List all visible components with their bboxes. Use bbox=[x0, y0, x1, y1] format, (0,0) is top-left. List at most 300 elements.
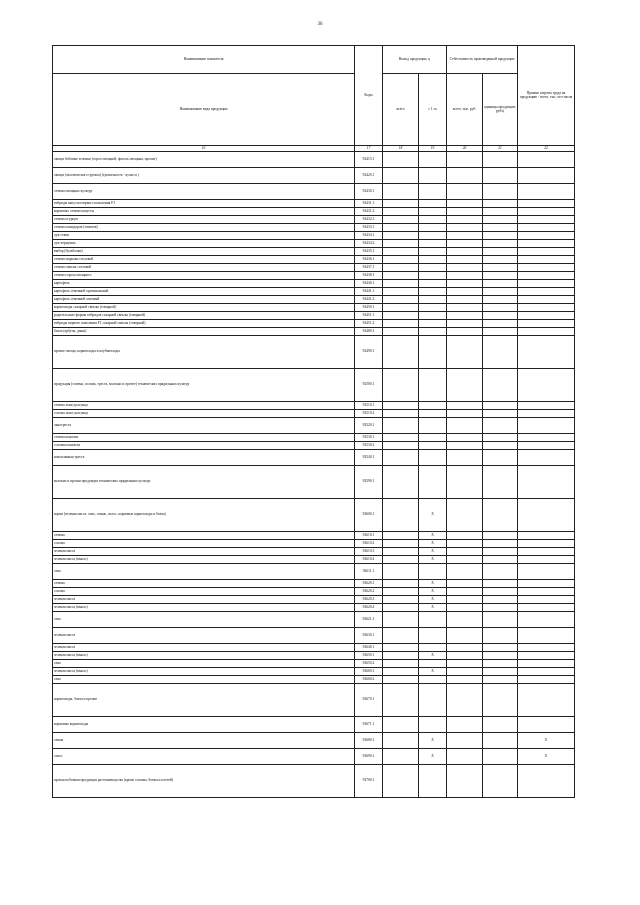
output-total-cell[interactable] bbox=[383, 644, 419, 652]
output-per-ha-cell[interactable]: X bbox=[419, 733, 447, 749]
cost-total-cell[interactable] bbox=[447, 450, 483, 466]
labor-cost-cell[interactable] bbox=[518, 410, 575, 418]
labor-cost-cell[interactable] bbox=[518, 668, 575, 676]
unit-cost-cell[interactable] bbox=[483, 604, 518, 612]
output-per-ha-cell[interactable] bbox=[419, 280, 447, 288]
output-total-cell[interactable] bbox=[383, 434, 419, 442]
output-total-cell[interactable] bbox=[383, 540, 419, 548]
cost-total-cell[interactable] bbox=[447, 264, 483, 272]
unit-cost-cell[interactable] bbox=[483, 208, 518, 216]
code-cell: 92435.1 bbox=[355, 248, 383, 256]
cost-total-cell[interactable] bbox=[447, 328, 483, 336]
output-total-cell[interactable] bbox=[383, 256, 419, 264]
labor-cost-cell[interactable] bbox=[518, 450, 575, 466]
cost-total-cell[interactable] bbox=[447, 765, 483, 798]
product-name-cell: силос bbox=[53, 749, 355, 765]
cost-total-cell[interactable] bbox=[447, 499, 483, 532]
cost-total-cell[interactable] bbox=[447, 280, 483, 288]
cost-total-cell[interactable] bbox=[447, 548, 483, 556]
output-total-cell[interactable] bbox=[383, 264, 419, 272]
labor-cost-cell[interactable] bbox=[518, 717, 575, 733]
cost-total-cell[interactable] bbox=[447, 232, 483, 240]
labor-cost-cell[interactable] bbox=[518, 442, 575, 450]
labor-cost-cell[interactable] bbox=[518, 320, 575, 328]
unit-cost-cell[interactable] bbox=[483, 628, 518, 644]
output-per-ha-cell[interactable] bbox=[419, 224, 447, 232]
output-total-cell[interactable] bbox=[383, 588, 419, 596]
labor-cost-cell[interactable] bbox=[518, 288, 575, 296]
table-row bbox=[53, 765, 575, 798]
labor-cost-cell[interactable] bbox=[518, 296, 575, 304]
cost-total-cell[interactable] bbox=[447, 580, 483, 588]
output-per-ha-cell[interactable]: X bbox=[419, 749, 447, 765]
cost-total-cell[interactable] bbox=[447, 668, 483, 676]
unit-cost-cell[interactable] bbox=[483, 232, 518, 240]
unit-cost-cell[interactable] bbox=[483, 168, 518, 184]
column-number: 17 bbox=[355, 146, 383, 152]
output-total-cell[interactable] bbox=[383, 288, 419, 296]
output-total-cell[interactable] bbox=[383, 668, 419, 676]
output-per-ha-cell[interactable] bbox=[419, 304, 447, 312]
unit-cost-cell[interactable] bbox=[483, 264, 518, 272]
cost-total-cell[interactable] bbox=[447, 184, 483, 200]
cost-total-cell[interactable] bbox=[447, 216, 483, 224]
unit-cost-cell[interactable] bbox=[483, 499, 518, 532]
product-name-cell: сено bbox=[53, 676, 355, 684]
output-per-ha-cell[interactable] bbox=[419, 418, 447, 434]
output-per-ha-cell[interactable] bbox=[419, 256, 447, 264]
unit-cost-cell[interactable] bbox=[483, 564, 518, 580]
output-total-cell[interactable] bbox=[383, 684, 419, 717]
output-per-ha-cell[interactable] bbox=[419, 410, 447, 418]
product-name-cell: зеленая масса bbox=[53, 628, 355, 644]
output-total-cell[interactable] bbox=[383, 312, 419, 320]
table-row bbox=[53, 288, 575, 296]
unit-cost-cell[interactable] bbox=[483, 304, 518, 312]
output-total-cell[interactable] bbox=[383, 466, 419, 499]
labor-cost-cell[interactable] bbox=[518, 540, 575, 548]
cost-total-cell[interactable] bbox=[447, 644, 483, 652]
cost-total-cell[interactable] bbox=[447, 652, 483, 660]
output-per-ha-cell[interactable] bbox=[419, 466, 447, 499]
table-row bbox=[53, 749, 575, 765]
product-name-cell: кормовых семена капусты bbox=[53, 208, 355, 216]
output-per-ha-cell[interactable] bbox=[419, 312, 447, 320]
code-cell: 92610.4 bbox=[355, 556, 383, 564]
unit-cost-cell[interactable] bbox=[483, 733, 518, 749]
output-per-ha-cell[interactable] bbox=[419, 717, 447, 733]
output-total-cell[interactable] bbox=[383, 596, 419, 604]
output-per-ha-cell[interactable] bbox=[419, 184, 447, 200]
labor-cost-cell[interactable] bbox=[518, 556, 575, 564]
output-per-ha-cell[interactable] bbox=[419, 676, 447, 684]
labor-cost-cell[interactable] bbox=[518, 660, 575, 668]
unit-cost-cell[interactable] bbox=[483, 668, 518, 676]
product-name-cell: семена конопли bbox=[53, 434, 355, 442]
table-row bbox=[53, 240, 575, 248]
labor-cost-cell[interactable] bbox=[518, 604, 575, 612]
output-total-cell[interactable] bbox=[383, 499, 419, 532]
output-per-ha-cell[interactable] bbox=[419, 336, 447, 369]
cost-total-cell[interactable] bbox=[447, 676, 483, 684]
unit-cost-cell[interactable] bbox=[483, 588, 518, 596]
output-per-ha-cell[interactable]: X bbox=[419, 499, 447, 532]
unit-cost-cell[interactable] bbox=[483, 596, 518, 604]
labor-cost-cell[interactable] bbox=[518, 328, 575, 336]
unit-cost-cell[interactable] bbox=[483, 676, 518, 684]
table-row bbox=[53, 264, 575, 272]
output-total-cell[interactable] bbox=[383, 248, 419, 256]
table-row bbox=[53, 418, 575, 434]
unit-cost-cell[interactable] bbox=[483, 312, 518, 320]
output-per-ha-cell[interactable]: X bbox=[419, 652, 447, 660]
output-total-cell[interactable] bbox=[383, 320, 419, 328]
output-total-cell[interactable] bbox=[383, 652, 419, 660]
output-per-ha-cell[interactable] bbox=[419, 628, 447, 644]
output-per-ha-cell[interactable] bbox=[419, 232, 447, 240]
output-per-ha-cell[interactable] bbox=[419, 402, 447, 410]
output-per-ha-cell[interactable]: X bbox=[419, 604, 447, 612]
output-per-ha-cell[interactable] bbox=[419, 240, 447, 248]
cost-total-cell[interactable] bbox=[447, 256, 483, 264]
output-per-ha-cell[interactable] bbox=[419, 564, 447, 580]
output-total-cell[interactable] bbox=[383, 240, 419, 248]
labor-cost-cell[interactable] bbox=[518, 369, 575, 402]
cost-total-cell[interactable] bbox=[447, 540, 483, 548]
unit-cost-cell[interactable] bbox=[483, 652, 518, 660]
unit-cost-cell[interactable] bbox=[483, 644, 518, 652]
output-total-cell[interactable] bbox=[383, 184, 419, 200]
cost-total-cell[interactable] bbox=[447, 168, 483, 184]
output-total-cell[interactable] bbox=[383, 200, 419, 208]
unit-cost-cell[interactable] bbox=[483, 369, 518, 402]
cost-total-cell[interactable] bbox=[447, 717, 483, 733]
code-cell: 92611.1 bbox=[355, 564, 383, 580]
cost-total-cell[interactable] bbox=[447, 402, 483, 410]
output-per-ha-cell[interactable] bbox=[419, 612, 447, 628]
table-row bbox=[53, 280, 575, 288]
unit-cost-cell[interactable] bbox=[483, 418, 518, 434]
labor-cost-cell[interactable] bbox=[518, 652, 575, 660]
output-per-ha-cell[interactable] bbox=[419, 168, 447, 184]
cost-total-cell[interactable] bbox=[447, 604, 483, 612]
labor-cost-cell[interactable] bbox=[518, 272, 575, 280]
unit-cost-cell[interactable] bbox=[483, 200, 518, 208]
cost-total-cell[interactable] bbox=[447, 532, 483, 540]
labor-cost-cell[interactable] bbox=[518, 466, 575, 499]
unit-cost-cell[interactable] bbox=[483, 434, 518, 442]
cost-total-cell[interactable] bbox=[447, 304, 483, 312]
output-per-ha-cell[interactable]: X bbox=[419, 588, 447, 596]
output-per-ha-cell[interactable] bbox=[419, 152, 447, 168]
header-indicator-title: Наименование показателя bbox=[53, 46, 355, 74]
output-per-ha-cell[interactable] bbox=[419, 765, 447, 798]
labor-cost-cell[interactable] bbox=[518, 240, 575, 248]
output-total-cell[interactable] bbox=[383, 532, 419, 540]
output-total-cell[interactable] bbox=[383, 556, 419, 564]
unit-cost-cell[interactable] bbox=[483, 336, 518, 369]
labor-cost-cell[interactable] bbox=[518, 676, 575, 684]
labor-cost-cell[interactable] bbox=[518, 280, 575, 288]
output-per-ha-cell[interactable] bbox=[419, 288, 447, 296]
output-per-ha-cell[interactable]: X bbox=[419, 532, 447, 540]
output-total-cell[interactable] bbox=[383, 628, 419, 644]
output-total-cell[interactable] bbox=[383, 168, 419, 184]
cost-total-cell[interactable] bbox=[447, 369, 483, 402]
cost-total-cell[interactable] bbox=[447, 564, 483, 580]
cost-total-cell[interactable] bbox=[447, 588, 483, 596]
output-total-cell[interactable] bbox=[383, 442, 419, 450]
labor-cost-cell[interactable] bbox=[518, 208, 575, 216]
unit-cost-cell[interactable] bbox=[483, 684, 518, 717]
labor-cost-cell[interactable] bbox=[518, 336, 575, 369]
output-per-ha-cell[interactable] bbox=[419, 264, 447, 272]
labor-cost-cell[interactable]: X bbox=[518, 733, 575, 749]
cost-total-cell[interactable] bbox=[447, 208, 483, 216]
product-name-cell: семена моркови столовой bbox=[53, 256, 355, 264]
output-total-cell[interactable] bbox=[383, 336, 419, 369]
output-per-ha-cell[interactable] bbox=[419, 450, 447, 466]
unit-cost-cell[interactable] bbox=[483, 580, 518, 588]
table-row bbox=[53, 224, 575, 232]
labor-cost-cell[interactable] bbox=[518, 216, 575, 224]
code-cell: 92671.1 bbox=[355, 717, 383, 733]
code-cell: 92433.1 bbox=[355, 224, 383, 232]
output-total-cell[interactable] bbox=[383, 733, 419, 749]
product-name-cell: зеленая масса (выпас) bbox=[53, 556, 355, 564]
output-total-cell[interactable] bbox=[383, 418, 419, 434]
unit-cost-cell[interactable] bbox=[483, 152, 518, 168]
unit-cost-cell[interactable] bbox=[483, 216, 518, 224]
unit-cost-cell[interactable] bbox=[483, 410, 518, 418]
labor-cost-cell[interactable] bbox=[518, 596, 575, 604]
output-per-ha-cell[interactable] bbox=[419, 328, 447, 336]
unit-cost-cell[interactable] bbox=[483, 556, 518, 564]
cost-total-cell[interactable] bbox=[447, 749, 483, 765]
code-cell: 92436.1 bbox=[355, 256, 383, 264]
unit-cost-cell[interactable] bbox=[483, 717, 518, 733]
cost-total-cell[interactable] bbox=[447, 272, 483, 280]
product-name-cell: солома льна-долгунца bbox=[53, 410, 355, 418]
unit-cost-cell[interactable] bbox=[483, 442, 518, 450]
unit-cost-cell[interactable] bbox=[483, 224, 518, 232]
unit-cost-cell[interactable] bbox=[483, 240, 518, 248]
unit-cost-cell[interactable] bbox=[483, 320, 518, 328]
header-codes: Коды bbox=[355, 46, 383, 146]
output-per-ha-cell[interactable]: X bbox=[419, 596, 447, 604]
output-per-ha-cell[interactable]: X bbox=[419, 556, 447, 564]
output-per-ha-cell[interactable] bbox=[419, 272, 447, 280]
cost-total-cell[interactable] bbox=[447, 200, 483, 208]
output-per-ha-cell[interactable] bbox=[419, 296, 447, 304]
column-number: 21 bbox=[483, 146, 518, 152]
cost-total-cell[interactable] bbox=[447, 320, 483, 328]
output-total-cell[interactable] bbox=[383, 717, 419, 733]
output-per-ha-cell[interactable] bbox=[419, 216, 447, 224]
output-total-cell[interactable] bbox=[383, 224, 419, 232]
unit-cost-cell[interactable] bbox=[483, 540, 518, 548]
cost-total-cell[interactable] bbox=[447, 556, 483, 564]
cost-total-cell[interactable] bbox=[447, 336, 483, 369]
unit-cost-cell[interactable] bbox=[483, 450, 518, 466]
output-per-ha-cell[interactable]: X bbox=[419, 668, 447, 676]
cost-total-cell[interactable] bbox=[447, 660, 483, 668]
labor-cost-cell[interactable] bbox=[518, 152, 575, 168]
product-name-cell: выбор (бульбочки) bbox=[53, 248, 355, 256]
code-cell: 92451.1 bbox=[355, 312, 383, 320]
cost-total-cell[interactable] bbox=[447, 248, 483, 256]
labor-cost-cell[interactable] bbox=[518, 402, 575, 410]
labor-cost-cell[interactable] bbox=[518, 232, 575, 240]
cost-total-cell[interactable] bbox=[447, 410, 483, 418]
labor-cost-cell[interactable] bbox=[518, 588, 575, 596]
unit-cost-cell[interactable] bbox=[483, 749, 518, 765]
cost-total-cell[interactable] bbox=[447, 442, 483, 450]
output-per-ha-cell[interactable] bbox=[419, 684, 447, 717]
labor-cost-cell[interactable] bbox=[518, 612, 575, 628]
code-cell: 92490.1 bbox=[355, 336, 383, 369]
labor-cost-cell[interactable] bbox=[518, 256, 575, 264]
cost-total-cell[interactable] bbox=[447, 288, 483, 296]
cost-total-cell[interactable] bbox=[447, 434, 483, 442]
cost-total-cell[interactable] bbox=[447, 612, 483, 628]
output-per-ha-cell[interactable]: X bbox=[419, 548, 447, 556]
output-total-cell[interactable] bbox=[383, 216, 419, 224]
labor-cost-cell[interactable] bbox=[518, 312, 575, 320]
output-total-cell[interactable] bbox=[383, 369, 419, 402]
unit-cost-cell[interactable] bbox=[483, 256, 518, 264]
output-total-cell[interactable] bbox=[383, 580, 419, 588]
labor-cost-cell[interactable] bbox=[518, 644, 575, 652]
output-total-cell[interactable] bbox=[383, 660, 419, 668]
output-per-ha-cell[interactable] bbox=[419, 660, 447, 668]
code-cell: 92434.1 bbox=[355, 232, 383, 240]
product-name-cell: коноплянная треста bbox=[53, 450, 355, 466]
labor-cost-cell[interactable] bbox=[518, 434, 575, 442]
product-name-cell: продукция (семена, солома, треста, волокно и прочее) технических прядильных культур bbox=[53, 369, 355, 402]
output-per-ha-cell[interactable]: X bbox=[419, 580, 447, 588]
labor-cost-cell[interactable] bbox=[518, 418, 575, 434]
output-per-ha-cell[interactable] bbox=[419, 434, 447, 442]
table-row bbox=[53, 628, 575, 644]
output-total-cell[interactable] bbox=[383, 328, 419, 336]
unit-cost-cell[interactable] bbox=[483, 402, 518, 410]
unit-cost-cell[interactable] bbox=[483, 248, 518, 256]
labor-cost-cell[interactable] bbox=[518, 548, 575, 556]
cost-total-cell[interactable] bbox=[447, 684, 483, 717]
product-name-cell: картофель bbox=[53, 280, 355, 288]
unit-cost-cell[interactable] bbox=[483, 532, 518, 540]
product-name-cell: гибриды капусты первого поколения F1 bbox=[53, 200, 355, 208]
output-total-cell[interactable] bbox=[383, 612, 419, 628]
table-row bbox=[53, 232, 575, 240]
output-per-ha-cell[interactable] bbox=[419, 208, 447, 216]
labor-cost-cell[interactable] bbox=[518, 499, 575, 532]
output-total-cell[interactable] bbox=[383, 208, 419, 216]
output-total-cell[interactable] bbox=[383, 232, 419, 240]
unit-cost-cell[interactable] bbox=[483, 466, 518, 499]
output-total-cell[interactable] bbox=[383, 304, 419, 312]
labor-cost-cell[interactable]: X bbox=[518, 749, 575, 765]
labor-cost-cell[interactable] bbox=[518, 168, 575, 184]
output-per-ha-cell[interactable]: X bbox=[419, 540, 447, 548]
unit-cost-cell[interactable] bbox=[483, 765, 518, 798]
cost-total-cell[interactable] bbox=[447, 418, 483, 434]
header-product-type: Наименование вида продукции bbox=[53, 74, 355, 146]
output-total-cell[interactable] bbox=[383, 604, 419, 612]
output-total-cell[interactable] bbox=[383, 280, 419, 288]
cost-total-cell[interactable] bbox=[447, 466, 483, 499]
unit-cost-cell[interactable] bbox=[483, 280, 518, 288]
output-per-ha-cell[interactable] bbox=[419, 320, 447, 328]
labor-cost-cell[interactable] bbox=[518, 564, 575, 580]
table-row bbox=[53, 320, 575, 328]
unit-cost-cell[interactable] bbox=[483, 184, 518, 200]
product-name-cell: сенаж bbox=[53, 733, 355, 749]
unit-cost-cell[interactable] bbox=[483, 296, 518, 304]
output-total-cell[interactable] bbox=[383, 402, 419, 410]
output-total-cell[interactable] bbox=[383, 450, 419, 466]
cost-total-cell[interactable] bbox=[447, 224, 483, 232]
labor-cost-cell[interactable] bbox=[518, 200, 575, 208]
output-per-ha-cell[interactable] bbox=[419, 369, 447, 402]
output-per-ha-cell[interactable] bbox=[419, 644, 447, 652]
table-row bbox=[53, 668, 575, 676]
table-row bbox=[53, 208, 575, 216]
cost-total-cell[interactable] bbox=[447, 596, 483, 604]
output-total-cell[interactable] bbox=[383, 676, 419, 684]
labor-cost-cell[interactable] bbox=[518, 224, 575, 232]
cost-total-cell[interactable] bbox=[447, 628, 483, 644]
code-cell: 92610.2 bbox=[355, 540, 383, 548]
unit-cost-cell[interactable] bbox=[483, 328, 518, 336]
cost-total-cell[interactable] bbox=[447, 312, 483, 320]
cost-total-cell[interactable] bbox=[447, 296, 483, 304]
unit-cost-cell[interactable] bbox=[483, 548, 518, 556]
labor-cost-cell[interactable] bbox=[518, 580, 575, 588]
labor-cost-cell[interactable] bbox=[518, 532, 575, 540]
output-total-cell[interactable] bbox=[383, 410, 419, 418]
output-total-cell[interactable] bbox=[383, 564, 419, 580]
output-total-cell[interactable] bbox=[383, 765, 419, 798]
table-row bbox=[53, 216, 575, 224]
unit-cost-cell[interactable] bbox=[483, 288, 518, 296]
cost-total-cell[interactable] bbox=[447, 240, 483, 248]
labor-cost-cell[interactable] bbox=[518, 304, 575, 312]
labor-cost-cell[interactable] bbox=[518, 765, 575, 798]
cost-total-cell[interactable] bbox=[447, 733, 483, 749]
unit-cost-cell[interactable] bbox=[483, 660, 518, 668]
output-total-cell[interactable] bbox=[383, 749, 419, 765]
unit-cost-cell[interactable] bbox=[483, 272, 518, 280]
output-per-ha-cell[interactable] bbox=[419, 248, 447, 256]
labor-cost-cell[interactable] bbox=[518, 184, 575, 200]
unit-cost-cell[interactable] bbox=[483, 612, 518, 628]
labor-cost-cell[interactable] bbox=[518, 684, 575, 717]
output-total-cell[interactable] bbox=[383, 272, 419, 280]
output-per-ha-cell[interactable] bbox=[419, 442, 447, 450]
labor-cost-cell[interactable] bbox=[518, 628, 575, 644]
output-per-ha-cell[interactable] bbox=[419, 200, 447, 208]
output-total-cell[interactable] bbox=[383, 548, 419, 556]
table-row bbox=[53, 532, 575, 540]
code-cell: 92700.1 bbox=[355, 765, 383, 798]
cost-total-cell[interactable] bbox=[447, 152, 483, 168]
output-total-cell[interactable] bbox=[383, 296, 419, 304]
output-total-cell[interactable] bbox=[383, 152, 419, 168]
labor-cost-cell[interactable] bbox=[518, 264, 575, 272]
labor-cost-cell[interactable] bbox=[518, 248, 575, 256]
